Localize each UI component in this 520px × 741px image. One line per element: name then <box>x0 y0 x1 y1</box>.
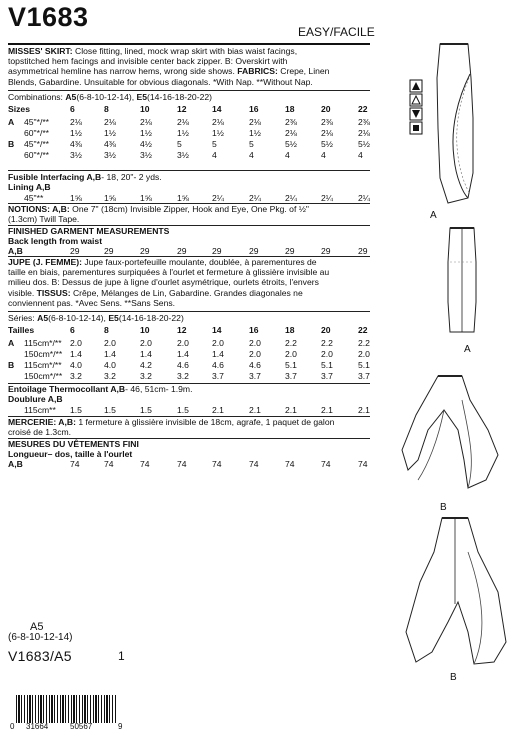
row-value: 1.5 <box>70 405 82 415</box>
yardage-value: 2⅜ <box>358 117 370 127</box>
row-value: 1⅝ <box>140 193 152 203</box>
yardage-value: 4 <box>285 150 290 160</box>
view-a-label: A <box>430 210 437 221</box>
yardage-value: 2⅛ <box>285 128 297 138</box>
view-label: B <box>8 360 15 370</box>
fabric-width: 45"*/** <box>24 117 50 127</box>
yardage-value: 5 <box>177 139 182 149</box>
fabric-width: 115cm*/** <box>24 360 62 370</box>
page-number: 1 <box>118 649 125 663</box>
view-label: B <box>8 139 15 149</box>
row-value: 29 <box>104 246 114 256</box>
size-code: A5 <box>30 621 44 633</box>
row-value: 29 <box>285 246 295 256</box>
size-value: 20 <box>321 325 331 335</box>
view-b-label: B <box>440 502 447 513</box>
view-b-front-illustration <box>398 370 508 500</box>
yardage-value: 3.7 <box>212 371 224 381</box>
row-value: 1.5 <box>140 405 152 415</box>
row-value: 29 <box>140 246 150 256</box>
yardage-value: 2⅛ <box>177 117 189 127</box>
yardage-value: 5½ <box>285 139 297 149</box>
row-value: 74 <box>212 459 222 469</box>
single-row: A,B 74 74 74 74 74 74 74 74 74 <box>8 459 368 469</box>
yardage-row <box>8 128 370 138</box>
size-header-row <box>8 325 370 335</box>
yardage-value: 5.1 <box>358 360 370 370</box>
row-value: 29 <box>212 246 222 256</box>
yardage-value: 4.6 <box>177 360 189 370</box>
series-line: Séries: A5(6-8-10-12-14), E5(14-16-18-20-22) <box>8 313 184 323</box>
yardage-value: 4⅜ <box>70 139 82 149</box>
sizes-label: Tailles <box>8 325 35 335</box>
size-value: 6 <box>70 104 75 114</box>
row-value: 74 <box>249 459 259 469</box>
row-value: 2¼ <box>285 193 297 203</box>
yardage-value: 1½ <box>249 128 261 138</box>
header-rule <box>8 43 370 45</box>
fabric-width: 60"*/** <box>24 150 50 160</box>
fabric-width: 150cm*/** <box>24 349 63 359</box>
combinations-line: Combinations: A5(6-8-10-12-14), E5(14-16-18-20-22) <box>8 92 212 102</box>
fabric-width: 150cm*/** <box>24 371 63 381</box>
brand-pattern-number: V1683 <box>8 2 89 32</box>
yardage-value: 1½ <box>212 128 224 138</box>
yardage-value: 5½ <box>321 139 333 149</box>
yardage-row <box>8 349 370 359</box>
yardage-value: 2⅜ <box>321 117 333 127</box>
yardage-value: 2.2 <box>358 338 370 348</box>
yardage-value: 2.0 <box>177 338 189 348</box>
size-value: 16 <box>249 104 259 114</box>
yardage-value: 4.6 <box>212 360 224 370</box>
row-value: 2¼ <box>321 193 333 203</box>
row-value: 2¼ <box>249 193 261 203</box>
yardage-value: 1½ <box>140 128 152 138</box>
yardage-value: 1.4 <box>70 349 82 359</box>
yardage-value: 4⅜ <box>104 139 116 149</box>
row-value: 1⅝ <box>104 193 116 203</box>
row-value: 29 <box>358 246 368 256</box>
single-row: A,B 29 29 29 29 29 29 29 29 29 <box>8 246 368 256</box>
yardage-value: 3½ <box>70 150 82 160</box>
yardage-value: 4 <box>358 150 363 160</box>
row-value: 2.1 <box>212 405 224 415</box>
yardage-value: 5 <box>249 139 254 149</box>
yardage-value: 2.0 <box>249 349 261 359</box>
yardage-value: 3½ <box>140 150 152 160</box>
yardage-value: 2⅛ <box>212 117 224 127</box>
yardage-value: 3½ <box>104 150 116 160</box>
row-value: 2.1 <box>321 405 333 415</box>
size-value: 6 <box>70 325 75 335</box>
yardage-value: 1½ <box>177 128 189 138</box>
size-value: 12 <box>177 325 187 335</box>
notions-fr: MERCERIE: A,B: 1 fermeture à glissière invisible de 18cm, agrafe, 1 paquet de galon croisé de 1.3cm. <box>8 417 335 438</box>
yardage-value: 2.0 <box>70 338 82 348</box>
size-value: 22 <box>358 104 368 114</box>
row-value: 1⅝ <box>70 193 82 203</box>
interfacing-fr: Entoilage Thermocollant A,B- 46, 51cm- 1.9m. <box>8 384 193 394</box>
interfacing-en: Fusible Interfacing A,B- 18, 20"- 2 yds. <box>8 172 162 182</box>
row-value: 74 <box>358 459 368 469</box>
view-label: A <box>8 338 15 348</box>
lining-en-label: Lining A,B <box>8 182 51 192</box>
row-value: 1.5 <box>177 405 189 415</box>
yardage-value: 3.2 <box>140 371 152 381</box>
row-value: 2.1 <box>358 405 370 415</box>
yardage-value: 1.4 <box>140 349 152 359</box>
difficulty-level: EASY/FACILE <box>298 25 375 39</box>
yardage-value: 2.0 <box>140 338 152 348</box>
size-value: 8 <box>104 325 109 335</box>
yardage-value: 4 <box>249 150 254 160</box>
yardage-value: 2.0 <box>104 338 116 348</box>
size-value: 20 <box>321 104 331 114</box>
size-header-row <box>8 104 370 114</box>
yardage-value: 4½ <box>140 139 152 149</box>
yardage-value: 4 <box>212 150 217 160</box>
row-value: 74 <box>177 459 187 469</box>
yardage-value: 1.4 <box>212 349 224 359</box>
yardage-value: 1.4 <box>177 349 189 359</box>
view-b-back-label: B <box>450 672 457 683</box>
size-value: 18 <box>285 104 295 114</box>
yardage-value: 2⅛ <box>249 117 261 127</box>
view-a-back-label: A <box>464 344 471 355</box>
row-value: 1⅝ <box>177 193 189 203</box>
row-value: 74 <box>140 459 150 469</box>
view-a-front-illustration <box>418 38 488 218</box>
yardage-row <box>8 117 370 127</box>
view-a-back-illustration <box>436 222 486 342</box>
row-value: 29 <box>321 246 331 256</box>
row-value: 1.5 <box>104 405 116 415</box>
lining-fr-label: Doublure A,B <box>8 394 63 404</box>
yardage-value: 5 <box>212 139 217 149</box>
yardage-row <box>8 150 370 160</box>
measurements-en-title: FINISHED GARMENT MEASUREMENTS <box>8 226 170 236</box>
row-value: 2¼ <box>358 193 370 203</box>
yardage-value: 3½ <box>177 150 189 160</box>
yardage-value: 2.2 <box>285 338 297 348</box>
view-b-back-illustration <box>402 512 512 672</box>
yardage-row <box>8 338 370 348</box>
yardage-value: 2⅛ <box>70 117 82 127</box>
yardage-value: 3.2 <box>177 371 189 381</box>
row-value: 2.1 <box>249 405 261 415</box>
yardage-value: 1½ <box>104 128 116 138</box>
description-fr: JUPE (J. FEMME): Jupe faux-portefeuille moulante, doublée, à parementures de taille en biais, parementures surpiquées à l'ourlet et fermeture à glissière invisible au milieu dos. B: Dessus de jupe à ligne d'ourlet asymétrique, ourlets étroits, l'envers visible. TISSUS: Crêpe, Mélanges de Lin, Gabardine. Grandes diagonales ne conviennent pas. *Avec Sens. **Sans Sens. <box>8 257 330 308</box>
yardage-row <box>8 371 370 381</box>
yardage-value: 2⅛ <box>321 128 333 138</box>
row-value: 29 <box>249 246 259 256</box>
yardage-value: 3.7 <box>358 371 370 381</box>
view-label: A <box>8 117 15 127</box>
yardage-value: 5.1 <box>321 360 333 370</box>
fabric-width: 60"*/** <box>24 128 50 138</box>
measurements-en-sub: Back length from waist <box>8 236 103 246</box>
size-value: 22 <box>358 325 368 335</box>
size-range: (6-8-10-12-14) <box>8 632 73 643</box>
yardage-value: 4 <box>321 150 326 160</box>
size-value: 18 <box>285 325 295 335</box>
row-value: 74 <box>285 459 295 469</box>
size-value: 12 <box>177 104 187 114</box>
measurements-fr-sub: Longueur– dos, taille à l'ourlet <box>8 449 133 459</box>
yardage-value: 2⅛ <box>140 117 152 127</box>
barcode-bars <box>16 695 116 723</box>
yardage-value: 5½ <box>358 139 370 149</box>
yardage-value: 2.0 <box>285 349 297 359</box>
yardage-value: 4.2 <box>140 360 152 370</box>
single-row: 115cm** 1.5 1.5 1.5 1.5 2.1 2.1 2.1 2.1 2.1 <box>24 405 370 415</box>
yardage-value: 2⅛ <box>104 117 116 127</box>
size-value: 14 <box>212 104 222 114</box>
yardage-value: 2⅜ <box>285 117 297 127</box>
yardage-value: 3.2 <box>104 371 116 381</box>
yardage-value: 2.0 <box>358 349 370 359</box>
yardage-value: 1.4 <box>104 349 116 359</box>
fabric-width: 45"*/** <box>24 139 50 149</box>
size-value: 14 <box>212 325 222 335</box>
description-en: MISSES' SKIRT: Close fitting, lined, mock wrap skirt with bias waist facings, topstitched hem facings and invisible center back zipper. B: Overskirt with asymmetrical hemline has narrow hems, wrong side shows. FABRICS: Crepe, Linen Blends, Gabardine. Unsuitable for obvious diagonals. *With Nap. **Without Nap. <box>8 46 330 87</box>
fabric-width: 115cm*/** <box>24 338 62 348</box>
size-value: 16 <box>249 325 259 335</box>
yardage-value: 4.0 <box>70 360 82 370</box>
barcode: 0 31664 50567 9 <box>10 695 118 729</box>
row-value: 29 <box>70 246 80 256</box>
yardage-value: 3.7 <box>321 371 333 381</box>
yardage-value: 3.7 <box>249 371 261 381</box>
row-value: 2¼ <box>212 193 224 203</box>
sizes-label: Sizes <box>8 104 30 114</box>
row-value: 74 <box>70 459 80 469</box>
size-value: 10 <box>140 325 150 335</box>
yardage-value: 2.2 <box>321 338 333 348</box>
yardage-value: 4.6 <box>249 360 261 370</box>
notions-en: NOTIONS: A,B: One 7" (18cm) Invisible Zipper, Hook and Eye, One Pkg. of ½" (1.3cm) Twill Tape. <box>8 204 309 225</box>
yardage-value: 2.0 <box>212 338 224 348</box>
yardage-value: 4.0 <box>104 360 116 370</box>
yardage-row <box>8 139 370 149</box>
size-value: 10 <box>140 104 150 114</box>
yardage-value: 1½ <box>70 128 82 138</box>
pattern-code: V1683/A5 <box>8 648 72 664</box>
yardage-value: 3.2 <box>70 371 82 381</box>
yardage-value: 3.7 <box>285 371 297 381</box>
yardage-value: 5.1 <box>285 360 297 370</box>
measurements-fr-title: MESURES DU VÊTEMENTS FINI <box>8 439 139 449</box>
row-value: 29 <box>177 246 187 256</box>
row-value: 2.1 <box>285 405 297 415</box>
row-value: 74 <box>104 459 114 469</box>
row-value: 74 <box>321 459 331 469</box>
yardage-value: 2⅛ <box>358 128 370 138</box>
yardage-value: 2.0 <box>321 349 333 359</box>
size-value: 8 <box>104 104 109 114</box>
yardage-row <box>8 360 370 370</box>
single-row: 45"** 1⅝ 1⅝ 1⅝ 1⅝ 2¼ 2¼ 2¼ 2¼ 2¼ <box>24 193 370 203</box>
yardage-value: 2.0 <box>249 338 261 348</box>
